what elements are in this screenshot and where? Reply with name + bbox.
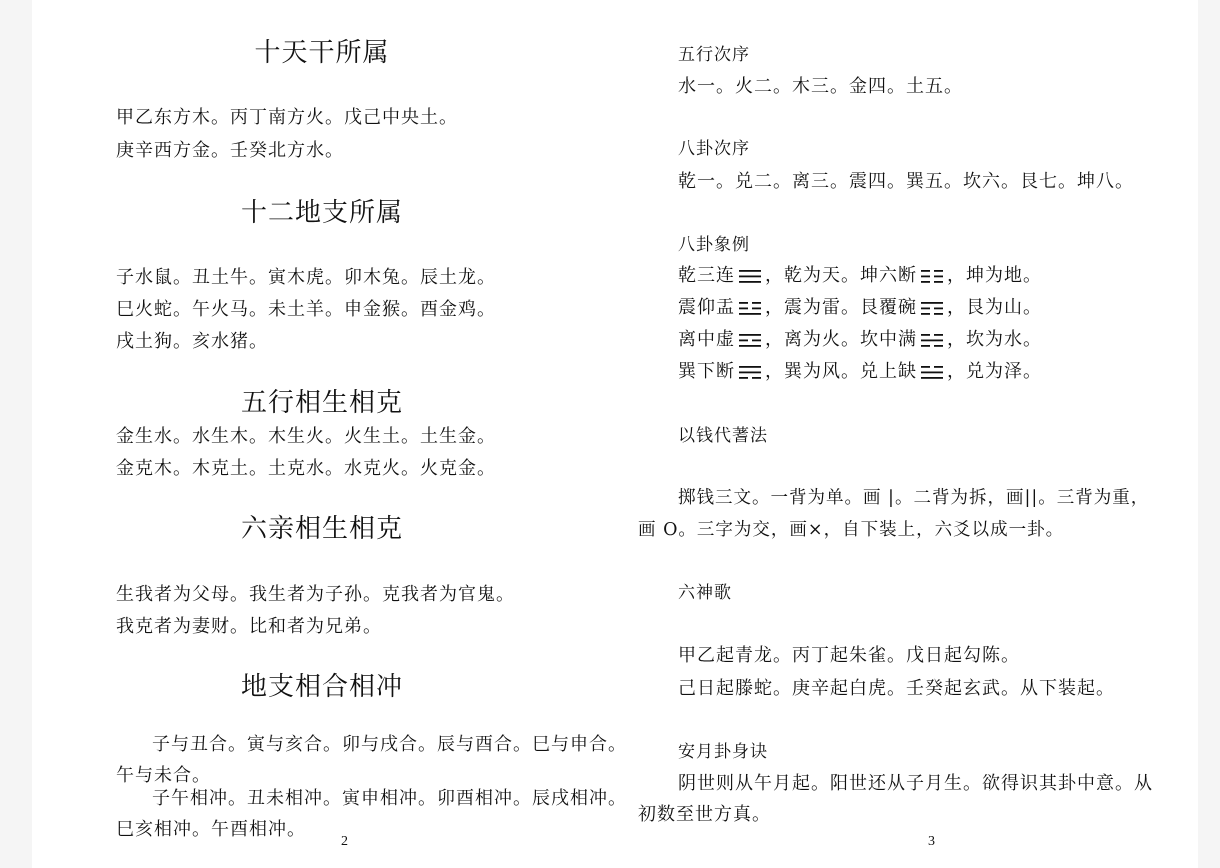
text-line: 初数至世方真。 bbox=[638, 804, 771, 825]
trigram-line bbox=[678, 261, 1042, 287]
text-line: 乾一。兑二。离三。震四。巽五。坎六。艮七。坤八。 bbox=[678, 171, 1134, 192]
left-page bbox=[32, 0, 627, 868]
trigram-dui-icon bbox=[921, 364, 943, 380]
trigram-text: ，乾为天。坤六断 bbox=[765, 265, 917, 286]
trigram-xun-icon bbox=[739, 364, 761, 380]
trigram-text: ，坎为水。 bbox=[947, 329, 1042, 350]
section-heading-yiqian-daishi: 以钱代蓍法 bbox=[678, 426, 768, 446]
text-line: 己日起滕蛇。庚辛起白虎。壬癸起玄武。从下装起。 bbox=[678, 678, 1115, 699]
text-line: 金克木。木克土。土克水。水克火。火克金。 bbox=[116, 458, 496, 479]
text-line: 子午相冲。丑未相冲。寅申相冲。卯酉相冲。辰戌相冲。 bbox=[152, 788, 627, 809]
text-line: 金生水。水生木。木生火。火生土。土生金。 bbox=[116, 426, 496, 447]
text-line: 我克者为妻财。比和者为兄弟。 bbox=[116, 616, 382, 637]
trigram-line bbox=[678, 293, 1042, 319]
trigram-qian-icon bbox=[739, 268, 761, 284]
trigram-text: ，坤为地。 bbox=[947, 265, 1042, 286]
text-line: 生我者为父母。我生者为子孙。克我者为官鬼。 bbox=[116, 584, 515, 605]
text-line: 巳亥相冲。午酉相冲。 bbox=[116, 819, 306, 840]
section-title-xianghe: 地支相合相冲 bbox=[240, 672, 403, 702]
trigram-text: ，巽为风。兑上缺 bbox=[765, 361, 917, 382]
trigram-text: ，艮为山。 bbox=[947, 297, 1042, 318]
section-heading-liushen-ge: 六神歌 bbox=[678, 583, 732, 603]
text-line: 子与丑合。寅与亥合。卯与戌合。辰与酉合。巳与申合。 bbox=[152, 734, 627, 755]
text-line: 戌土狗。亥水猪。 bbox=[116, 331, 268, 352]
section-heading-bagua-cixu: 八卦次序 bbox=[678, 139, 750, 159]
trigram-zhen-icon bbox=[739, 300, 761, 316]
right-page bbox=[632, 0, 1198, 868]
text-line: 阴世则从午月起。阳世还从子月生。欲得识其卦中意。从 bbox=[678, 773, 1153, 794]
section-title-dizhi: 十二地支所属 bbox=[240, 198, 403, 228]
text-line: 巳火蛇。午火马。未土羊。申金猴。酉金鸡。 bbox=[116, 299, 496, 320]
trigram-text: ，兑为泽。 bbox=[947, 361, 1042, 382]
section-heading-bagua-xiangli: 八卦象例 bbox=[678, 235, 750, 255]
text-line: 甲乙东方木。丙丁南方火。戊己中央土。 bbox=[116, 107, 458, 128]
trigram-name: 乾三连 bbox=[678, 265, 735, 286]
text-line: 画 O。三字为交，画×，自下装上，六爻以成一卦。 bbox=[638, 520, 1065, 540]
page-number: 3 bbox=[928, 834, 935, 849]
text-line: 掷钱三文。一背为单。画 |。二背为拆，画||。三背为重， bbox=[678, 488, 1150, 508]
text-line: 庚辛西方金。壬癸北方水。 bbox=[116, 140, 344, 161]
trigram-gen-icon bbox=[921, 300, 943, 316]
section-heading-wuxing-cixu: 五行次序 bbox=[678, 45, 750, 65]
trigram-text: ，离为火。坎中满 bbox=[765, 329, 917, 350]
section-title-tiangan: 十天干所属 bbox=[254, 38, 390, 68]
trigram-kun-icon bbox=[921, 268, 943, 284]
trigram-text: ，震为雷。艮覆碗 bbox=[765, 297, 917, 318]
text-line: 子水鼠。丑土牛。寅木虎。卯木兔。辰土龙。 bbox=[116, 267, 496, 288]
text-line: 甲乙起青龙。丙丁起朱雀。戊日起勾陈。 bbox=[678, 645, 1020, 666]
trigram-li-icon bbox=[739, 332, 761, 348]
page-number: 2 bbox=[341, 834, 348, 849]
trigram-name: 震仰盂 bbox=[678, 297, 735, 318]
book-spread bbox=[32, 0, 1198, 868]
section-heading-anyue-guashen: 安月卦身诀 bbox=[678, 742, 768, 762]
trigram-name: 巽下断 bbox=[678, 361, 735, 382]
trigram-name: 离中虚 bbox=[678, 329, 735, 350]
text-line: 水一。火二。木三。金四。土五。 bbox=[678, 76, 963, 97]
section-title-wuxing: 五行相生相克 bbox=[240, 388, 403, 418]
section-title-liuqin: 六亲相生相克 bbox=[240, 514, 403, 544]
text-line: 午与未合。 bbox=[116, 765, 211, 786]
trigram-line bbox=[678, 357, 1042, 383]
trigram-kan-icon bbox=[921, 332, 943, 348]
trigram-line bbox=[678, 325, 1042, 351]
